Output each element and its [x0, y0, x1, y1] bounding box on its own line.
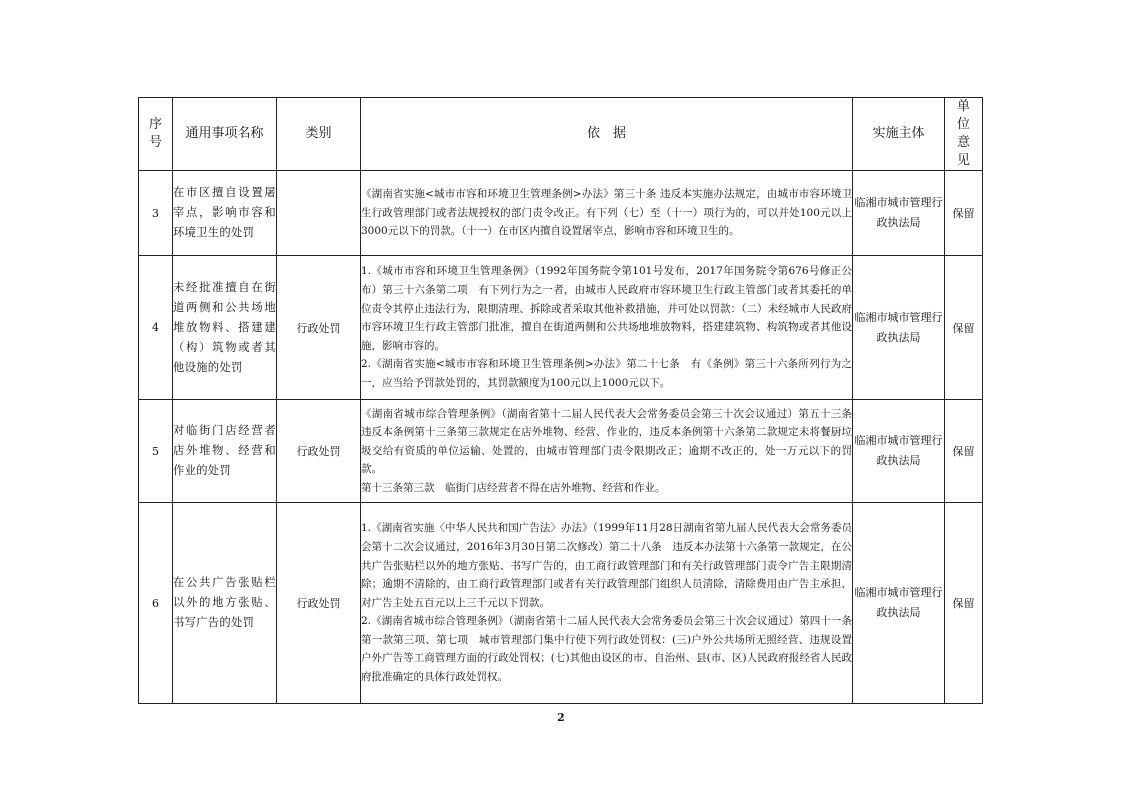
row-name: 在市区擅自设置屠宰点，影响市容和环境卫生的处罚 [173, 171, 277, 256]
basis-paragraph: 《湖南省城市综合管理条例》（湖南省第十二届人民代表大会常务委员会第三十次会议通过）第五十三条 违反本条例第十三条第三款规定在店外堆物、经营、作业的，违反本条例第十六条第二款规定未将餐厨垃圾交给有资质的单位运输、处置的，由城市管理部门责令限期改正；逾期不改正的，处一万元以下的罚款。 [361, 407, 863, 476]
basis-paragraph: 1.《湖南省实施〈中华人民共和国广告法〉办法》（1999年11月28日湖南省第九届人民代表大会常务委员会第十二次会议通过，2016年3月30日第二次修改）第二十八条 违反本办法第十六条第一款规定，在公共广告张贴栏以外的地方张贴、书写广告的，由工商行政管理部门和有关行政管理部门责令广告主限期清除；逾期不清除的，由工商行政管理部门或者有关行政管理部门组织人员清除，清除费用由广告主承担，对广告主处五百元以上三千元以下罚款。 [361, 522, 852, 609]
basis-paragraph: 1.《城市市容和环境卫生管理条例》（1992年国务院令第101号发布，2017年国务院令第676号修正公布）第三十六条第二项 有下列行为之一者，由城市人民政府市容环境卫生行政主管部门或者其委托的单位责令其停止违法行为，限期清理、拆除或者采取其他补救措施，并可处以罚款：（二）未经城市人民政府市容环境卫生行政主管部门批准，擅自在街道两侧和公共场地堆放物料，搭建建筑物、构筑物或者其他设施，影响市容的。 [361, 265, 852, 352]
row-basis [361, 503, 853, 704]
basis-paragraph: 《湖南省实施<城市市容和环境卫生管理条例>办法》第三十条 违反本实施办法规定，由城市市容环境卫生行政管理部门或者法规授权的部门责令改正。有下列（七）至（十一）项行为的，可以并处100元以上3000元以下的罚款。（十一）在市区内擅自设置屠宰点，影响市容和环境卫生的。 [361, 188, 852, 238]
row-opinion: 保留 [945, 171, 983, 256]
row-category: 行政处罚 [277, 400, 361, 503]
table-row [139, 503, 983, 704]
items-table [138, 97, 983, 704]
page-number: 2 [557, 711, 565, 724]
row-basis [361, 400, 863, 503]
table-row [139, 171, 983, 256]
header-category: 类别 [277, 98, 361, 171]
header-opinion: 单位意见 [945, 98, 983, 171]
row-seq: 3 [139, 171, 173, 256]
header-basis: 依 据 [361, 98, 853, 171]
table-header-row [139, 98, 983, 171]
row-name: 未经批准擅自在街道两侧和公共场地堆放物料、搭建建（构）筑物或者其他设施的处罚 [173, 256, 277, 400]
header-seq: 序号 [139, 98, 173, 171]
row-seq: 6 [139, 503, 173, 704]
row-subject: 临湘市城市管理行政执法局 [853, 503, 945, 704]
row-name: 对临街门店经营者店外堆物、经营和作业的处罚 [173, 400, 277, 503]
table-row [139, 400, 983, 503]
row-name: 在公共广告张贴栏以外的地方张贴、书写广告的处罚 [173, 503, 277, 704]
row-basis [361, 171, 853, 256]
row-category [277, 171, 361, 256]
header-subject: 实施主体 [853, 98, 945, 171]
row-seq: 5 [139, 400, 173, 503]
row-seq: 4 [139, 256, 173, 400]
row-category: 行政处罚 [277, 256, 361, 400]
basis-paragraph: 第十三条第三款 临街门店经营者不得在店外堆物、经营和作业。 [361, 481, 666, 494]
row-subject: 临湘市城市管理行政执法局 [853, 171, 945, 256]
row-basis [361, 256, 853, 400]
row-subject: 临湘市城市管理行政执法局 [853, 256, 945, 400]
table-row [139, 256, 983, 400]
header-name: 通用事项名称 [173, 98, 277, 171]
row-opinion: 保留 [945, 400, 983, 503]
row-opinion: 保留 [945, 256, 983, 400]
basis-paragraph: 2.《湖南省实施<城市市容和环境卫生管理条例>办法》第二十七条 有《条例》第三十六条所列行为之一，应当给予罚款处罚的，其罚款额度为100元以上1000元以下。 [361, 358, 852, 389]
basis-paragraph: 2.《湖南省城市综合管理条例》（湖南省第十二届人民代表大会常务委员会第三十次会议通过）第四十一条第一款第三项、第七项 城市管理部门集中行使下列行政处罚权：(三)户外公共场所无照经营、违规设置户外广告等工商管理方面的行政处罚权；(七)其他由设区的市、自治州、县(市、区)人民政府报经省人民政府批准确定的具体行政处罚权。 [361, 615, 852, 684]
row-category: 行政处罚 [277, 503, 361, 704]
row-opinion: 保留 [945, 503, 983, 704]
row-subject: 临湘市城市管理行政执法局 [853, 400, 945, 503]
